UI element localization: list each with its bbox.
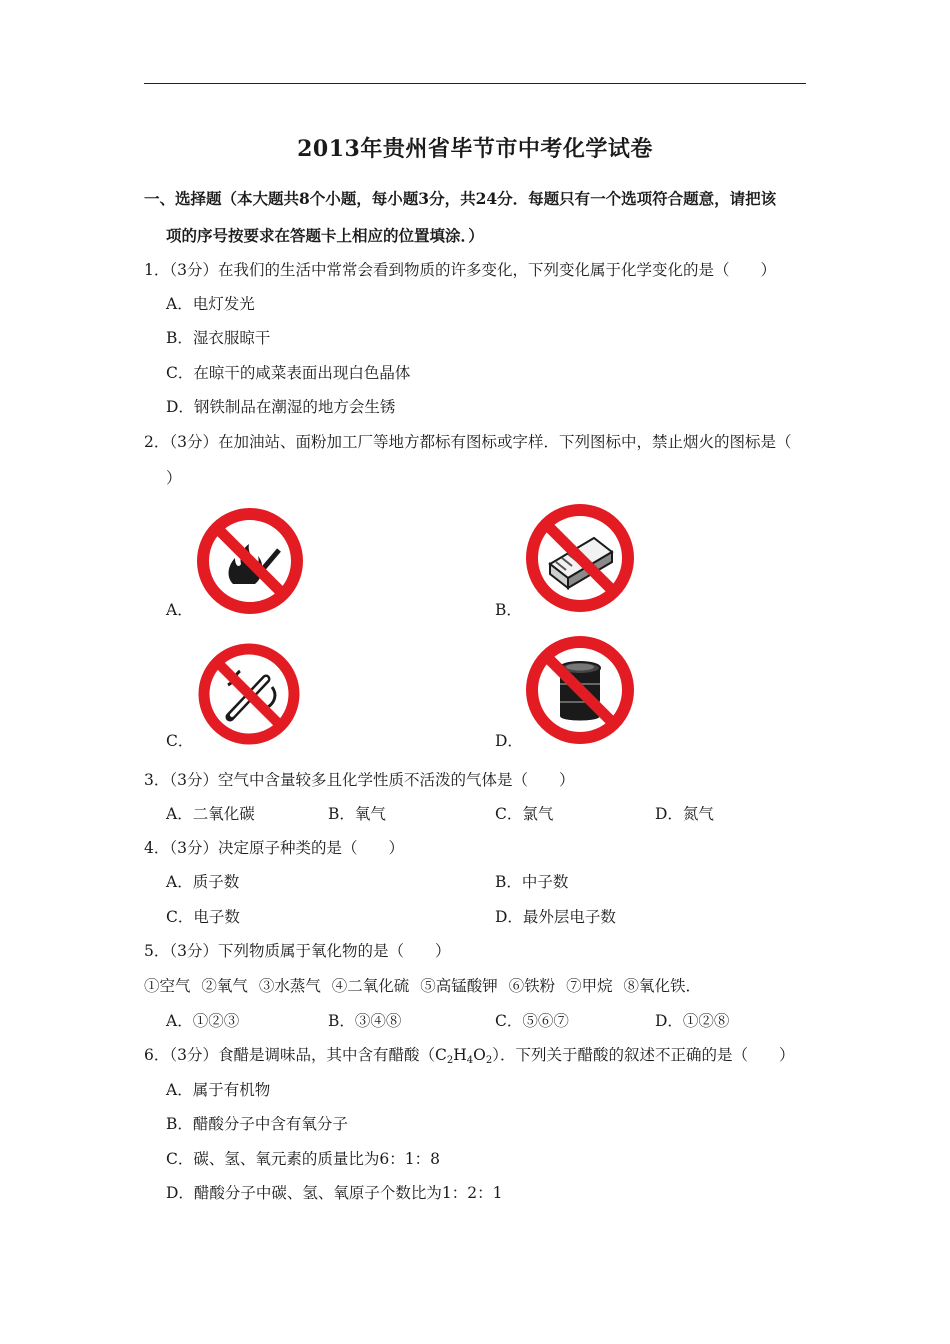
q3-option-b: B．氧气 xyxy=(328,805,386,823)
page-title: 2013年贵州省毕节市中考化学试卷 xyxy=(297,136,653,162)
q6-subscript: 2 xyxy=(446,1055,454,1066)
q3-stem: 3．（3分）空气中含量较多且化学性质不活泼的气体是（ ） xyxy=(144,771,575,789)
q4-stem: 4．（3分）决定原子种类的是（ ） xyxy=(144,839,404,857)
q6-subscript: 2 xyxy=(485,1055,493,1066)
q1-option-a: A．电灯发光 xyxy=(166,295,255,313)
q4-option-d: D．最外层电子数 xyxy=(495,908,616,926)
q6-stem-part: 6．（3分）食醋是调味品，其中含有醋酸（C xyxy=(144,1046,447,1064)
q4-option-a: A．质子数 xyxy=(166,873,240,891)
q6-option-a: A．属于有机物 xyxy=(166,1081,271,1099)
q6-option-b: B．醋酸分子中含有氧分子 xyxy=(166,1115,348,1133)
q6-subscript: 4 xyxy=(466,1055,474,1066)
q5-option-a: A．①②③ xyxy=(166,1012,240,1030)
q2-option-d: D． xyxy=(495,732,523,750)
q5-option-d: D．①②⑧ xyxy=(655,1012,730,1030)
q1-option-b: B．湿衣服晾干 xyxy=(166,329,271,347)
q6-stem xyxy=(144,1045,794,1065)
q5-option-b: B．③④⑧ xyxy=(328,1012,402,1030)
q6-option-d: D．醋酸分子中碳、氢、氧原子个数比为1：2：1 xyxy=(166,1184,503,1202)
q3-option-d: D．氮气 xyxy=(655,805,714,823)
q5-option-c: C．⑤⑥⑦ xyxy=(495,1012,569,1030)
section-heading-line2: 项的序号按要求在答题卡上相应的位置填涂．） xyxy=(166,226,484,245)
q4-option-c: C．电子数 xyxy=(166,908,240,926)
q3-option-a: A．二氧化碳 xyxy=(166,805,255,823)
q4-option-b: B．中子数 xyxy=(495,873,569,891)
q6-stem-part: H xyxy=(453,1046,467,1064)
q2-option-c: C． xyxy=(166,732,194,750)
no-fire-icon xyxy=(195,506,305,616)
q1-stem: 1．（3分）在我们的生活中常常会看到物质的许多变化，下列变化属于化学变化的是（ ） xyxy=(144,261,776,279)
no-smoking-icon xyxy=(196,641,302,747)
q6-option-c: C．碳、氢、氧元素的质量比为6：1：8 xyxy=(166,1150,440,1168)
section-heading-line1: 一、选择题（本大题共8个小题，每小题3分，共24分．每题只有一个选项符合题意，请把该 xyxy=(144,189,777,208)
q5-stem: 5．（3分）下列物质属于氧化物的是（ ） xyxy=(144,942,451,960)
q6-stem-part: O xyxy=(473,1046,486,1064)
header-rule xyxy=(144,83,806,84)
q1-option-d: D．钢铁制品在潮湿的地方会生锈 xyxy=(166,398,396,416)
no-matches-icon xyxy=(524,502,636,614)
q2-option-b: B． xyxy=(495,601,522,619)
q5-items: ①空气 ②氧气 ③水蒸气 ④二氧化硫 ⑤高锰酸钾 ⑥铁粉 ⑦甲烷 ⑧氧化铁． xyxy=(144,977,701,995)
q6-stem-part: ）．下列关于醋酸的叙述不正确的是（ ） xyxy=(492,1046,795,1064)
q2-option-a: A． xyxy=(166,601,193,619)
q2-stem: 2．（3分）在加油站、面粉加工厂等地方都标有图标或字样．下列图标中，禁止烟火的图标是（ xyxy=(144,433,792,451)
q2-stem-close: ） xyxy=(166,469,182,487)
q1-option-c: C．在晾干的咸菜表面出现白色晶体 xyxy=(166,364,411,382)
no-explosives-icon xyxy=(524,634,636,746)
q3-option-c: C．氯气 xyxy=(495,805,554,823)
